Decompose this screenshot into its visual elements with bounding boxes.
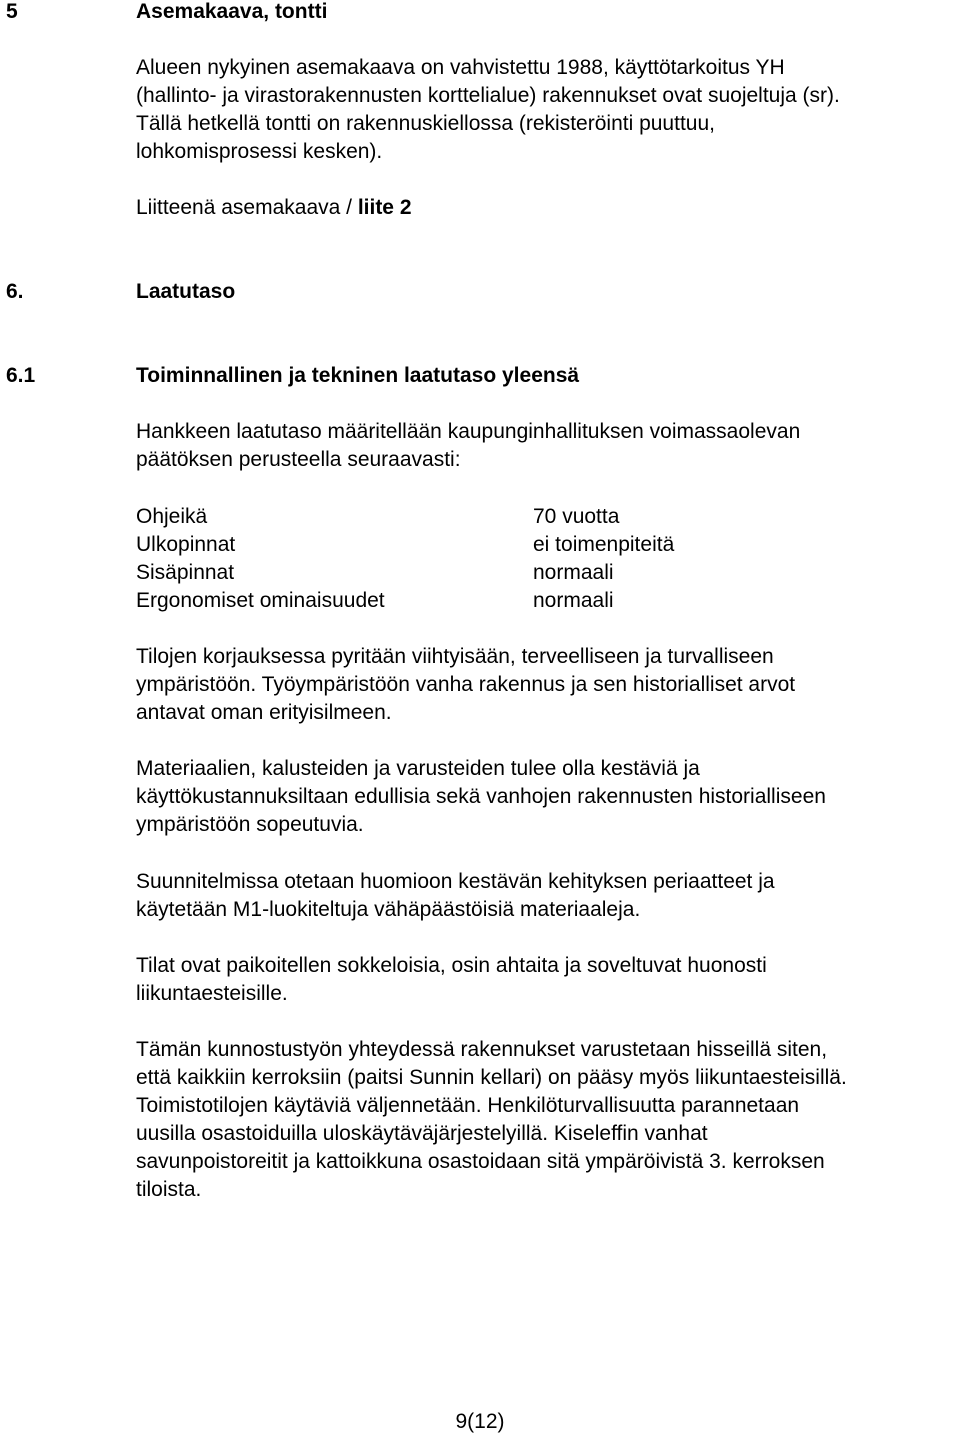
criteria-value: normaali (533, 561, 614, 584)
criteria-label: Ulkopinnat (136, 533, 236, 556)
paragraph-line: Tämän kunnostustyön yhteydessä rakennukset varustetaan hisseillä siten, (136, 1038, 828, 1061)
section-6-1-title: Toiminnallinen ja tekninen laatutaso yleensä (136, 364, 580, 387)
attachment-note (136, 194, 412, 222)
paragraph-line: Materiaalien, kalusteiden ja varusteiden tulee olla kestäviä ja (136, 757, 700, 780)
criteria-label: Ergonomiset ominaisuudet (136, 589, 385, 612)
section-5-text-line: (hallinto- ja virastorakennusten korttelialue) rakennukset ovat suojeltuja (sr). (136, 84, 840, 107)
intro-line: päätöksen perusteella seuraavasti: (136, 448, 461, 471)
section-5-text-line: lohkomisprosessi kesken). (136, 140, 383, 163)
paragraph-line: Suunnitelmissa otetaan huomioon kestävän kehityksen periaatteet ja (136, 870, 775, 893)
section-6-1-number: 6.1 (6, 364, 36, 387)
section-5-text-line: Tällä hetkellä tontti on rakennuskiellossa (rekisteröinti puuttuu, (136, 112, 715, 135)
paragraph-line: liikuntaesteisille. (136, 982, 288, 1005)
criteria-label: Ohjeikä (136, 505, 208, 528)
criteria-value: normaali (533, 589, 614, 612)
paragraph-line: savunpoistoreitit ja kattoikkuna osastoidaan sitä ympäröivistä 3. kerroksen (136, 1150, 825, 1173)
paragraph-line: että kaikkiin kerroksiin (paitsi Sunnin kellari) on pääsy myös liikuntaesteisillä. (136, 1066, 847, 1089)
attachment-prefix: Liitteenä asemakaava / (136, 196, 358, 219)
section-5-title: Asemakaava, tontti (136, 0, 328, 23)
paragraph-line: Toimistotilojen käytäviä väljennetään. Henkilöturvallisuutta parannetaan (136, 1094, 800, 1117)
section-6-title: Laatutaso (136, 280, 236, 303)
criteria-value: ei toimenpiteitä (533, 533, 675, 556)
paragraph-line: tiloista. (136, 1178, 202, 1201)
section-5-text-line: Alueen nykyinen asemakaava on vahvistettu 1988, käyttötarkoitus YH (136, 56, 785, 79)
section-6-number: 6. (6, 280, 24, 303)
paragraph-line: ympäristöön. Työympäristöön vanha rakennus ja sen historialliset arvot (136, 673, 796, 696)
section-5-number: 5 (6, 0, 18, 23)
paragraph-line: käytetään M1-luokiteltuja vähäpäästöisiä materiaaleja. (136, 898, 641, 921)
paragraph-line: antavat oman erityisilmeen. (136, 701, 392, 724)
intro-line: Hankkeen laatutaso määritellään kaupunginhallituksen voimassaolevan (136, 420, 801, 443)
paragraph-line: ympäristöön sopeutuvia. (136, 813, 364, 836)
paragraph-line: Tilat ovat paikoitellen sokkeloisia, osin ahtaita ja soveltuvat huonosti (136, 954, 767, 977)
paragraph-line: Tilojen korjauksessa pyritään viihtyisään, terveelliseen ja turvalliseen (136, 645, 774, 668)
attachment-reference: liite 2 (357, 196, 412, 219)
paragraph-line: uusilla osastoiduilla uloskäytäväjärjestelyillä. Kiseleffin vanhat (136, 1122, 708, 1145)
paragraph-line: käyttökustannuksiltaan edullisia sekä vanhojen rakennusten historialliseen (136, 785, 826, 808)
page-number: 9(12) (455, 1410, 505, 1433)
criteria-value: 70 vuotta (533, 505, 620, 528)
criteria-label: Sisäpinnat (136, 561, 235, 584)
